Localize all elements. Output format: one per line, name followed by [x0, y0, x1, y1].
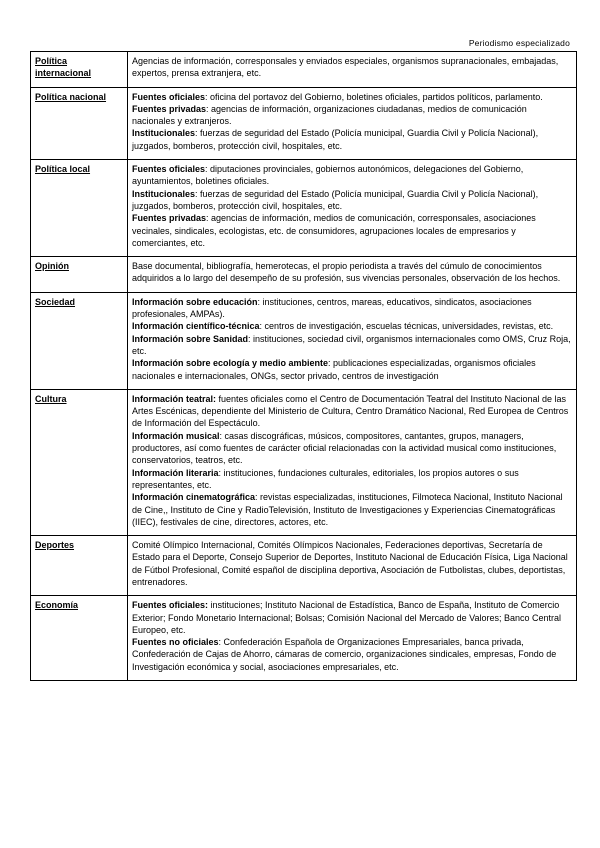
entry-text: : agencias de información, medios de comunicación, corresponsales, asociaciones vecinales, sindicales, ecologistas, etc. de consumidores, agrupaciones locales de empresarios y comerciantes, etc.	[132, 213, 536, 248]
entry-text: : fuerzas de seguridad del Estado (Policía municipal, Guardia Civil y Policía Nacional), juzgados, bomberos, protección civil, hospitales, etc.	[132, 188, 539, 211]
entry-heading: Fuentes oficiales	[132, 164, 206, 175]
entry-heading: Información sobre ecología y medio ambiente	[132, 358, 329, 369]
entry-heading: Fuentes privadas	[132, 103, 207, 114]
section-label: Política local	[31, 160, 128, 257]
section-content	[128, 160, 577, 257]
content-entry	[132, 599, 572, 636]
section-content	[128, 257, 577, 293]
content-entry	[132, 188, 572, 213]
content-entry	[132, 636, 572, 673]
entry-heading: Institucionales	[132, 188, 196, 199]
section-label: Política nacional	[31, 87, 128, 159]
entry-heading: Información sobre educación	[132, 296, 258, 307]
section-content	[128, 292, 577, 389]
table-row	[31, 536, 577, 596]
content-entry	[132, 333, 572, 358]
section-content	[128, 87, 577, 159]
entry-text: Base documental, bibliografía, hemerotecas, el propio periodista a través del cúmulo de conocimientos adquiridos a lo largo del desempeño de su profesión, sus vivencias personales, observación de los hechos.	[132, 261, 561, 284]
entry-text: : instituciones, fundaciones culturales, editoriales, los propios autores o sus representantes, etc.	[132, 467, 519, 490]
entry-heading: Fuentes oficiales	[132, 91, 206, 102]
entry-text: : revistas especializadas, instituciones, Filmoteca Nacional, Instituto Nacional de Cine,, Instituto de Cine y RadioTelevisión, Instituto de Investigaciones y Experiencias Cinematográficas (IIEC), festivales de cine, directores, actores, etc.	[132, 492, 563, 527]
entry-text: : instituciones, centros, mareas, educativos, sindicatos, asociaciones profesionales, AMPAs).	[132, 296, 532, 320]
content-entry	[132, 163, 572, 188]
content-entry	[132, 357, 572, 382]
content-entry	[132, 260, 572, 285]
entry-heading: Información literaria	[132, 467, 219, 478]
entry-heading: Fuentes oficiales:	[132, 600, 209, 611]
content-entry	[132, 430, 572, 467]
entry-heading: Fuentes no oficiales	[132, 637, 219, 648]
section-content	[128, 596, 577, 681]
entry-text: Comité Olímpico Internacional, Comités Olímpicos Nacionales, Federaciones deportivas, Secretaría de Estado para el Deporte, Consejo Superior de Deportes, Instituto Nacional de Educación Física, Liga Nacional de Fútbol Profesional, Comité español de disciplina deportiva, Asociación de Futbolistas, clubes, deportistas, entrenadores.	[132, 540, 568, 587]
table-row	[31, 292, 577, 389]
content-entry	[132, 296, 572, 321]
entry-text: : casas discográficas, músicos, compositores, cantantes, grupos, managers, productores, así como fuentes de carácter oficial relacionadas con la actividad musical como instituciones, conservatorios, teatros, etc.	[132, 430, 557, 466]
section-content	[128, 389, 577, 535]
content-entry	[132, 539, 572, 588]
section-label: Sociedad	[31, 292, 128, 389]
entry-heading: Información musical	[132, 430, 220, 441]
entry-text: fuentes oficiales como el Centro de Documentación Teatral del Instituto Nacional de las Artes Escénicas, dependiente del Ministerio de Cultura, Centro Dramático Nacional, Red Europea de Centros de Información del Espectáculo.	[132, 393, 569, 429]
content-entry	[132, 467, 572, 492]
content-entry	[132, 91, 572, 103]
section-label: Cultura	[31, 389, 128, 535]
entry-text: : centros de investigación, escuelas técnicas, universidades, revistas, etc.	[259, 321, 554, 332]
table-row	[31, 596, 577, 681]
table-row	[31, 257, 577, 293]
table-row	[31, 160, 577, 257]
table-row	[31, 52, 577, 88]
entry-text: : fuerzas de seguridad del Estado (Policía municipal, Guardia Civil y Policía Nacional), juzgados, bomberos, protección civil, hospitales, etc.	[132, 128, 539, 151]
table-row	[31, 389, 577, 535]
content-entry	[132, 103, 572, 128]
section-label: Opinión	[31, 257, 128, 293]
section-label: Economía	[31, 596, 128, 681]
entry-heading: Información cinematográfica	[132, 492, 256, 503]
content-entry	[132, 212, 572, 249]
section-content	[128, 52, 577, 88]
section-label: Política internacional	[31, 52, 128, 88]
content-entry	[132, 393, 572, 430]
content-entry	[132, 55, 572, 80]
entry-text: : oficina del portavoz del Gobierno, boletines oficiales, partidos políticos, parlamento.	[205, 91, 543, 102]
entry-text: instituciones; Instituto Nacional de Estadística, Banco de España, Instituto de Comercio Exterior; Fondo Monetario Internacional; Bolsas; Comisión Nacional del Mercado de Valores; Banco Central Europeo, etc.	[132, 600, 562, 635]
section-label: Deportes	[31, 536, 128, 596]
entry-text: : instituciones, sociedad civil, organismos internacionales como OMS, Cruz Roja, etc.	[132, 333, 571, 356]
sources-table	[30, 51, 577, 681]
page-header: Periodismo especializado	[468, 38, 570, 48]
entry-text: : agencias de información, organizaciones ciudadanas, medios de comunicación nacionales y extranjeros.	[132, 103, 527, 127]
content-entry	[132, 491, 572, 528]
entry-text: : Confederación Española de Organizaciones Empresariales, banca privada, Confederación de Cajas de Ahorro, cámaras de comercio, organizaciones sindicales, empresas, Fondo de Investigación económica y social, asociaciones empresariales, etc.	[132, 637, 557, 672]
entry-text: : diputaciones provinciales, gobiernos autonómicos, delegaciones del Gobierno, ayuntamientos, boletines oficiales.	[132, 164, 524, 187]
entry-heading: Información teatral:	[132, 393, 217, 404]
section-content	[128, 536, 577, 596]
entry-heading: Información sobre Sanidad	[132, 333, 249, 344]
entry-heading: Fuentes privadas	[132, 213, 207, 224]
entry-text: : publicaciones especializadas, organismos oficiales nacionales e internacionales, ONGs, sector privado, centros de investigación	[132, 358, 536, 381]
content-entry	[132, 320, 572, 332]
entry-heading: Información científico-técnica	[132, 321, 260, 332]
entry-text: Agencias de información, corresponsales y enviados especiales, organismos supranacionales, embajadas, expertos, prensa extranjera, etc.	[132, 56, 559, 79]
table-row	[31, 87, 577, 159]
content-entry	[132, 127, 572, 152]
entry-heading: Institucionales	[132, 128, 196, 139]
